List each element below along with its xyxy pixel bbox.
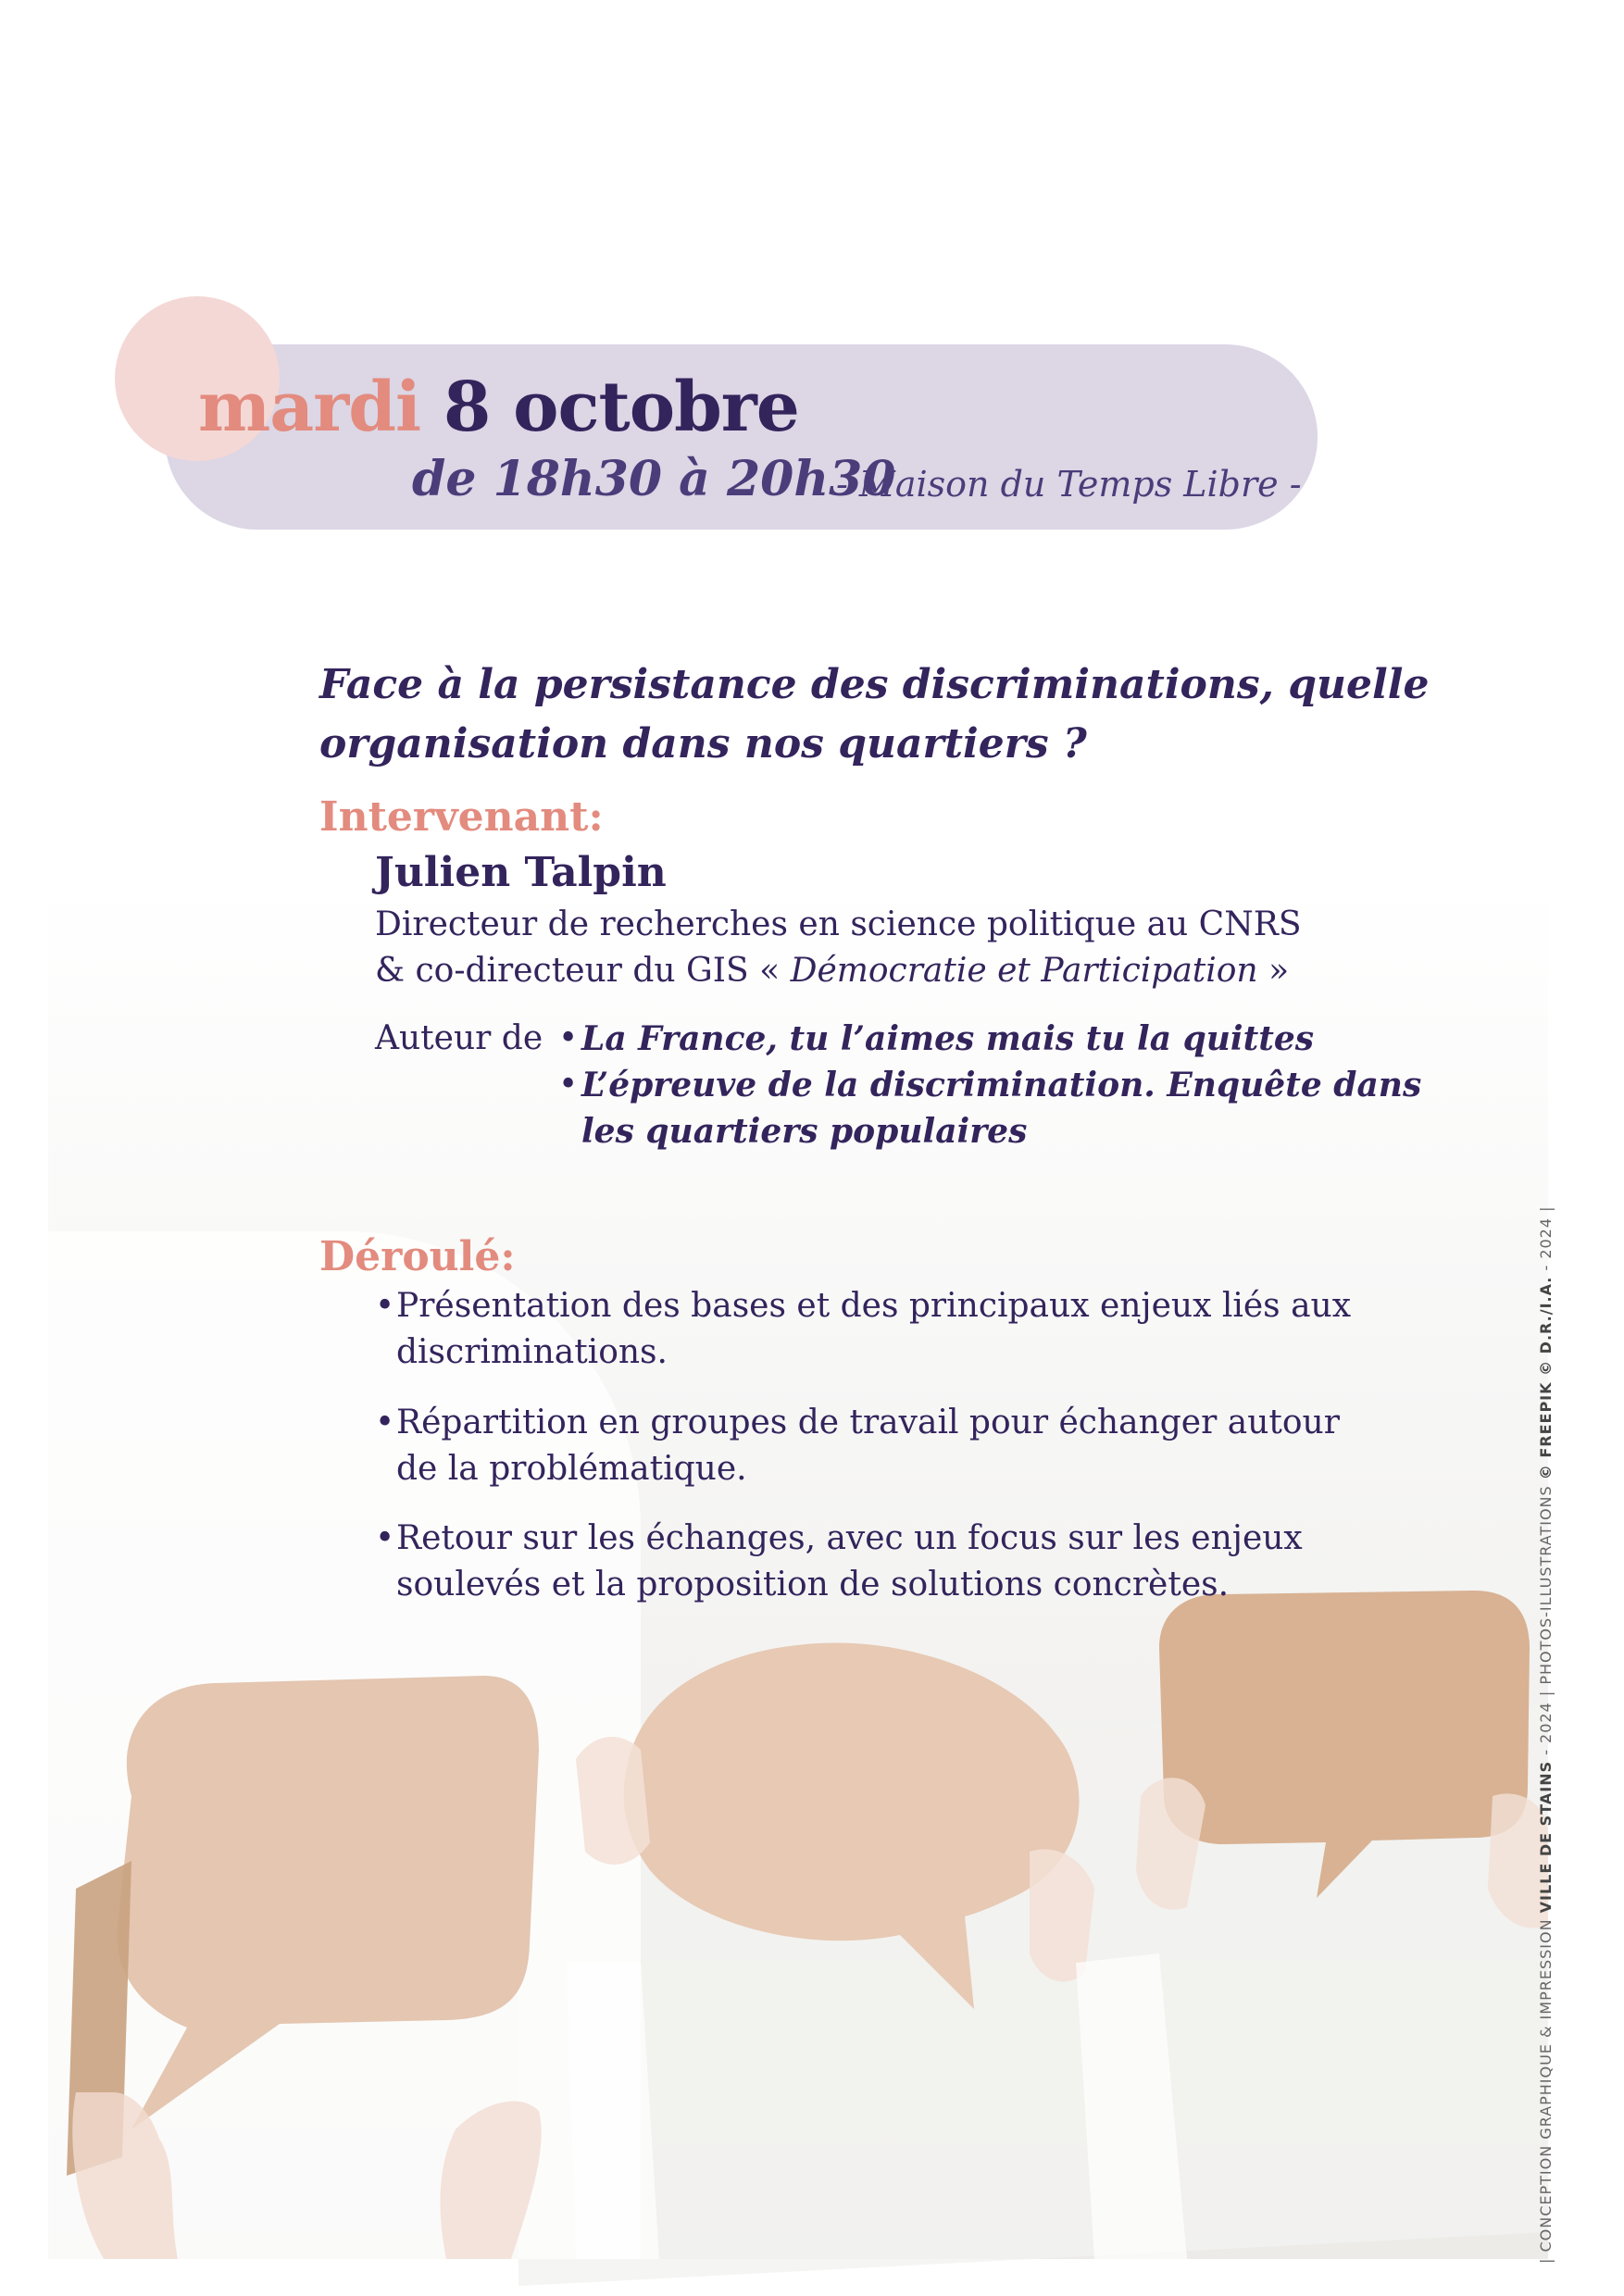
question-line-2: organisation dans nos quartiers ? (319, 720, 1087, 767)
event-date-value: 8 octobre (443, 368, 799, 447)
book-bullet-2: • (558, 1066, 579, 1104)
programme-item-2 (396, 1400, 1489, 1492)
hand-left (72, 2092, 178, 2259)
sleeve-middle (567, 1963, 659, 2259)
question-line-1: Face à la persistance des discriminations, quelle (319, 661, 1430, 708)
event-question (319, 655, 1430, 774)
event-date (198, 366, 799, 449)
speaker-role-line-1: Directeur de recherches en science politique au CNRS (375, 905, 1302, 943)
author-label: Auteur de (375, 1019, 543, 1057)
programme-item-1 (396, 1283, 1489, 1376)
speaker-heading: Intervenant: (319, 793, 604, 841)
credits-part-3: - 2024 (1537, 1702, 1555, 1755)
programme-item-2-line-2: de la problématique. (396, 1450, 747, 1488)
credits-part-6: - 2024 (1537, 1217, 1555, 1271)
programme-item-1-line-1: Présentation des bases et des principaux enjeux liés aux (396, 1287, 1352, 1325)
programme-bullet-2: • (375, 1404, 395, 1441)
book-bullet-1: • (558, 1019, 579, 1057)
programme-item-1-line-2: discriminations. (396, 1333, 668, 1371)
programme-item-2-line-1: Répartition en groupes de travail pour échanger autour (396, 1404, 1340, 1441)
programme-heading: Déroulé: (319, 1233, 516, 1280)
speaker-role-suffix: » (1268, 952, 1290, 990)
book-title-2-line-2: les quartiers populaires (581, 1112, 1028, 1151)
book-title-2-line-1: L’épreuve de la discrimination. Enquête dans (581, 1066, 1422, 1104)
programme-item-3-line-2: soulevés et la proposition de solutions concrètes. (396, 1566, 1230, 1603)
left-speech-bubble (117, 1676, 539, 2129)
programme-item-3-line-1: Retour sur les échanges, avec un focus sur les enjeux (396, 1519, 1303, 1557)
sleeve-right (1076, 1953, 1187, 2259)
programme-item-3 (396, 1516, 1489, 1608)
credits-part-4: PHOTOS-ILLUSTRATIONS (1537, 1485, 1555, 1685)
middle-speech-bubble (624, 1642, 1080, 2009)
programme-bullet-1: • (375, 1287, 395, 1325)
hand-right-left (1136, 1778, 1206, 1909)
event-day: mardi (198, 368, 421, 447)
speech-bubbles-illustration (48, 1574, 1548, 2259)
speaker-role-prefix: & co-directeur du GIS « (375, 952, 781, 990)
credits-part-1: CONCEPTION GRAPHIQUE & IMPRESSION (1537, 1918, 1555, 2252)
speaker-role-line-2 (375, 948, 1289, 994)
book-title-1: La France, tu l’aimes mais tu la quittes (581, 1019, 1315, 1058)
event-venue: - Maison du Temps Libre - (836, 464, 1302, 505)
speaker-name: Julien Talpin (375, 849, 667, 896)
credits-part-5: © FREEPIK © D.R./I.A. (1537, 1276, 1555, 1480)
credits-part-2: VILLE DE STAINS (1537, 1760, 1555, 1914)
hand-middle-left (576, 1737, 650, 1865)
credits-vertical: | CONCEPTION GRAPHIQUE & IMPRESSION VILLE DE STAINS - 2024 | PHOTOS-ILLUSTRATIONS © FREEPIK © D.R./I.A. - 2024 | (1537, 1205, 1555, 2264)
speaker-role-title: Démocratie et Participation (790, 952, 1258, 990)
right-speech-bubble (1159, 1591, 1530, 1898)
hand-left-2 (440, 2102, 541, 2259)
programme-bullet-3: • (375, 1519, 395, 1557)
event-time: de 18h30 à 20h30 (412, 451, 896, 507)
